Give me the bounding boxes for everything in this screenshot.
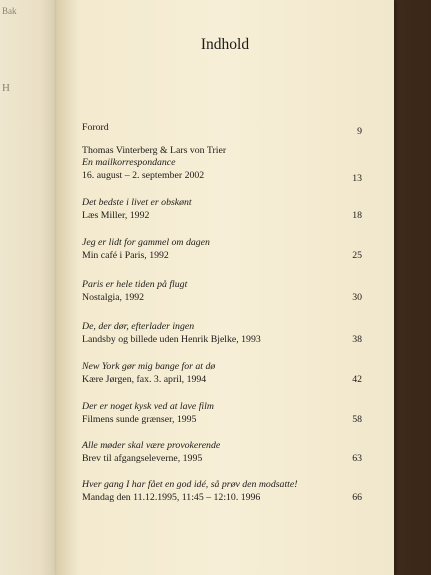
- toc-entry-line: Filmens sunde grænser, 1995: [82, 413, 197, 425]
- toc-entry-title: Det bedste i livet er obskønt: [82, 197, 192, 208]
- toc-entry: [82, 237, 362, 262]
- toc-entry-title: Der er noget kysk ved at lave film: [82, 401, 214, 412]
- toc-entry-line: Landsby og billede uden Henrik Bjelke, 1993: [82, 333, 261, 345]
- toc-entry-line: Nostalgia, 1992: [82, 291, 145, 303]
- toc-entry-title: Paris er hele tiden på flugt: [82, 279, 188, 290]
- toc-page-number: 58: [352, 413, 362, 425]
- toc-entry: [82, 401, 362, 426]
- left-page-text: Bak: [2, 6, 17, 16]
- toc-page-number: 42: [352, 373, 362, 385]
- toc-entry-title: De, der dør, efterlader ingen: [82, 321, 195, 332]
- toc-entry-subtitle: En mailkorrespondance: [82, 157, 176, 168]
- toc-page-number: 38: [352, 333, 362, 345]
- toc-entry: [82, 122, 362, 135]
- toc-entry: [82, 479, 362, 504]
- toc-entry-title: New York gør mig bange for at dø: [82, 361, 216, 372]
- toc-entry-line: Thomas Vinterberg & Lars von Trier: [82, 144, 227, 156]
- table-of-contents: [82, 122, 362, 504]
- toc-page-number: 63: [352, 452, 362, 464]
- page-title: Indhold: [200, 36, 250, 53]
- toc-entry-line: Forord: [82, 122, 109, 133]
- left-page-text: H: [2, 82, 10, 94]
- toc-entry-title: Alle møder skal være provokerende: [82, 440, 221, 451]
- toc-page-number: 9: [357, 126, 362, 137]
- toc-entry: [82, 440, 362, 465]
- toc-entry: [82, 321, 362, 346]
- toc-entry-line: Læs Miller, 1992: [82, 209, 150, 221]
- toc-entry: [82, 361, 362, 386]
- toc-entry: [82, 145, 362, 183]
- toc-entry: [82, 197, 362, 222]
- toc-page-number: 66: [352, 491, 362, 503]
- toc-page-number: 13: [352, 172, 362, 184]
- toc-page-number: 18: [352, 209, 362, 221]
- toc-entry-title: Hver gang I har fået en god idé, så prøv den modsatte!: [82, 479, 298, 490]
- toc-entry-line: Kære Jørgen, fax. 3. april, 1994: [82, 373, 207, 385]
- toc-entry-line: Brev til afgangseleverne, 1995: [82, 452, 203, 464]
- toc-entry-line: 16. august – 2. september 2002: [82, 169, 205, 181]
- book-page: [56, 0, 394, 575]
- toc-entry: [82, 279, 362, 304]
- toc-page-number: 25: [352, 249, 362, 261]
- toc-entry-line: Min café i Paris, 1992: [82, 249, 169, 261]
- toc-page-number: 30: [352, 291, 362, 303]
- toc-entry-line: Mandag den 11.12.1995, 11:45 – 12:10. 1996: [82, 491, 261, 503]
- toc-entry-title: Jeg er lidt for gammel om dagen: [82, 237, 210, 248]
